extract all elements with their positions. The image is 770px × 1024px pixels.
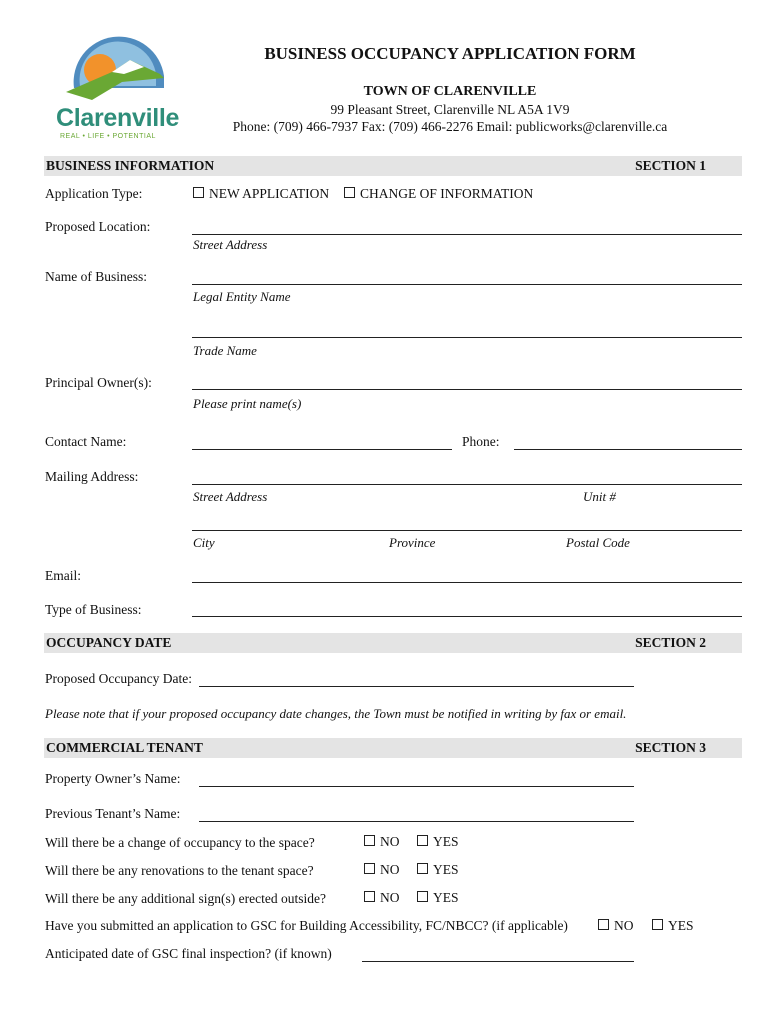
legal-entity-field[interactable] bbox=[192, 284, 742, 285]
org-contact: Phone: (709) 466-7937 Fax: (709) 466-2276 Email: publicworks@clarenville.ca bbox=[232, 119, 668, 134]
section-1-number: SECTION 1 bbox=[635, 158, 706, 173]
previous-tenant-label: Previous Tenant’s Name: bbox=[45, 806, 181, 821]
q3-yes-option[interactable]: YES bbox=[417, 890, 459, 906]
option-new-application[interactable]: NEW APPLICATION bbox=[193, 186, 329, 202]
q1-yes-option[interactable]: YES bbox=[417, 834, 459, 850]
checkbox-new-application[interactable] bbox=[193, 187, 204, 198]
q2-no-option[interactable]: NO bbox=[364, 862, 400, 878]
email-field[interactable] bbox=[192, 582, 742, 583]
principal-owner-label: Principal Owner(s): bbox=[45, 375, 152, 390]
city-province-postal-field[interactable] bbox=[192, 530, 742, 531]
section-2-header bbox=[44, 633, 742, 653]
section-1-header bbox=[44, 156, 742, 176]
phone-field[interactable] bbox=[514, 449, 742, 450]
q3-no-checkbox[interactable] bbox=[364, 891, 375, 902]
legal-entity-hint: Legal Entity Name bbox=[193, 289, 291, 304]
logo-tagline: REAL • LIFE • POTENTIAL bbox=[60, 133, 156, 140]
name-of-business-label: Name of Business: bbox=[45, 269, 147, 284]
q4-yes-checkbox[interactable] bbox=[652, 919, 663, 930]
gsc-inspection-date-field[interactable] bbox=[362, 961, 634, 962]
option-change-of-information[interactable]: CHANGE OF INFORMATION bbox=[344, 186, 533, 202]
email-label: Email: bbox=[45, 568, 81, 583]
mailing-address-label: Mailing Address: bbox=[45, 469, 139, 484]
trade-name-hint: Trade Name bbox=[193, 343, 257, 358]
section-2-number: SECTION 2 bbox=[635, 635, 706, 650]
form-title: BUSINESS OCCUPANCY APPLICATION FORM bbox=[264, 44, 636, 63]
proposed-location-label: Proposed Location: bbox=[45, 219, 151, 234]
question-gsc-application: Have you submitted an application to GSC for Building Accessibility, FC/NBCC? (if applicable) bbox=[45, 918, 568, 933]
trade-name-field[interactable] bbox=[192, 337, 742, 338]
type-of-business-field[interactable] bbox=[192, 616, 742, 617]
principal-owner-field[interactable] bbox=[192, 389, 742, 390]
q1-yes-checkbox[interactable] bbox=[417, 835, 428, 846]
org-address: 99 Pleasant Street, Clarenville NL A5A 1V9 bbox=[330, 102, 570, 117]
section-3-title: COMMERCIAL TENANT bbox=[46, 740, 203, 755]
q4-no-checkbox[interactable] bbox=[598, 919, 609, 930]
section-1-title: BUSINESS INFORMATION bbox=[46, 158, 215, 173]
property-owner-field[interactable] bbox=[199, 786, 634, 787]
question-signs: Will there be any additional sign(s) erected outside? bbox=[45, 891, 326, 906]
type-of-business-label: Type of Business: bbox=[45, 602, 142, 617]
logo-emblem bbox=[52, 36, 182, 108]
question-gsc-inspection-date: Anticipated date of GSC final inspection? (if known) bbox=[45, 946, 332, 961]
logo-wordmark: Clarenville bbox=[56, 104, 180, 132]
q3-no-option[interactable]: NO bbox=[364, 890, 400, 906]
mailing-street-field[interactable] bbox=[192, 484, 742, 485]
question-renovations: Will there be any renovations to the tenant space? bbox=[45, 863, 314, 878]
q3-yes-checkbox[interactable] bbox=[417, 891, 428, 902]
section-3-header bbox=[44, 738, 742, 758]
q1-no-option[interactable]: NO bbox=[364, 834, 400, 850]
phone-label: Phone: bbox=[462, 434, 500, 449]
q4-yes-option[interactable]: YES bbox=[652, 918, 694, 934]
mailing-street-hint: Street Address bbox=[193, 489, 268, 504]
occupancy-date-field[interactable] bbox=[199, 686, 634, 687]
occupancy-date-label: Proposed Occupancy Date: bbox=[45, 671, 192, 686]
proposed-location-field[interactable] bbox=[192, 234, 742, 235]
print-names-hint: Please print name(s) bbox=[193, 396, 302, 411]
q4-no-option[interactable]: NO bbox=[598, 918, 634, 934]
street-address-hint: Street Address bbox=[193, 237, 268, 252]
question-change-of-occupancy: Will there be a change of occupancy to the space? bbox=[45, 835, 315, 850]
contact-name-field[interactable] bbox=[192, 449, 452, 450]
contact-name-label: Contact Name: bbox=[45, 434, 127, 449]
section-2-title: OCCUPANCY DATE bbox=[46, 635, 172, 650]
occupancy-note: Please note that if your proposed occupancy date changes, the Town must be notified in writing by fax or email. bbox=[45, 706, 627, 721]
q2-yes-option[interactable]: YES bbox=[417, 862, 459, 878]
application-type-label: Application Type: bbox=[45, 186, 143, 201]
postal-code-hint: Postal Code bbox=[566, 535, 630, 550]
section-3-number: SECTION 3 bbox=[635, 740, 706, 755]
checkbox-change-of-information[interactable] bbox=[344, 187, 355, 198]
org-name: TOWN OF CLARENVILLE bbox=[363, 84, 537, 99]
q2-no-checkbox[interactable] bbox=[364, 863, 375, 874]
property-owner-label: Property Owner’s Name: bbox=[45, 771, 181, 786]
q1-no-checkbox[interactable] bbox=[364, 835, 375, 846]
previous-tenant-field[interactable] bbox=[199, 821, 634, 822]
unit-hint: Unit # bbox=[583, 489, 616, 504]
q2-yes-checkbox[interactable] bbox=[417, 863, 428, 874]
province-hint: Province bbox=[389, 535, 436, 550]
city-hint: City bbox=[193, 535, 215, 550]
